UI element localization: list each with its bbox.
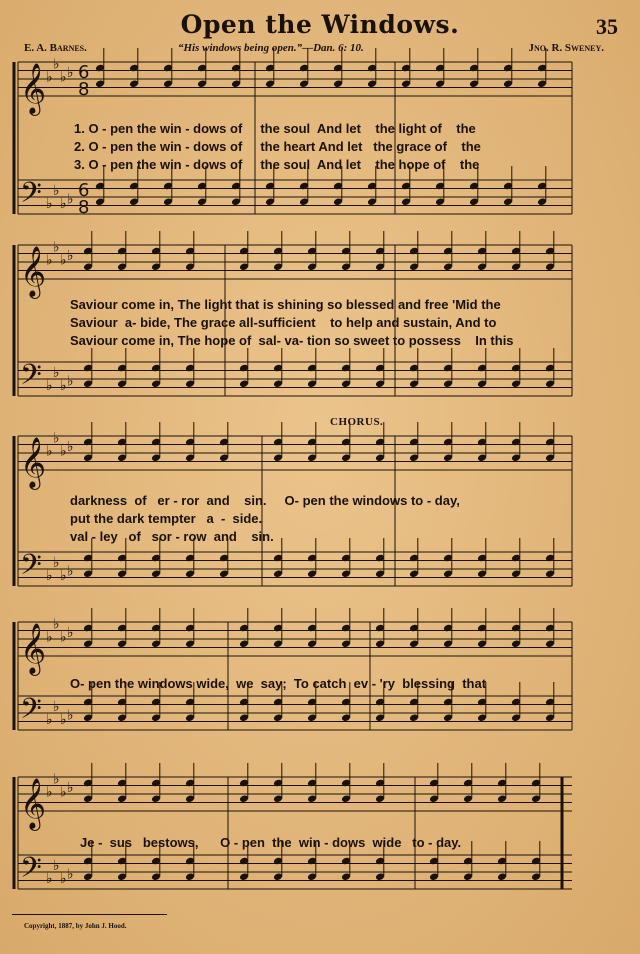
- flat-icon: ♭: [53, 365, 60, 381]
- flat-icon: ♭: [53, 699, 60, 715]
- flat-icon: ♭: [46, 711, 53, 728]
- flat-icon: ♭: [60, 377, 67, 394]
- lyric-line: darkness of er - ror and sin. O- pen the windows to - day,: [70, 493, 460, 508]
- lyric-line: val - ley of sor - row and sin.: [70, 529, 274, 544]
- composer-credit: Jno. R. Sweney.: [528, 42, 604, 54]
- flat-icon: ♭: [46, 69, 53, 86]
- bass-clef-icon: 𝄢: [20, 358, 42, 399]
- lyric-line: 2. O - pen the win - dows of the heart And let the grace of the: [74, 139, 481, 154]
- lyric-line: Saviour come in, The hope of sal- va- tion so sweet to possess In this: [70, 333, 514, 348]
- flat-icon: ♭: [53, 183, 60, 199]
- flat-icon: ♭: [53, 56, 60, 73]
- author-credit: E. A. Barnes.: [24, 42, 87, 54]
- footer-rule: [12, 914, 167, 915]
- flat-icon: ♭: [46, 567, 53, 584]
- lyric-line: Saviour come in, The light that is shining so blessed and free 'Mid the: [70, 297, 501, 312]
- flat-icon: ♭: [46, 443, 53, 460]
- flat-icon: ♭: [46, 784, 53, 801]
- hymn-title: Open the Windows.: [180, 10, 460, 39]
- flat-icon: ♭: [60, 784, 67, 801]
- flat-icon: ♭: [46, 195, 53, 212]
- flat-icon: ♭: [67, 373, 74, 390]
- treble-clef-icon: 𝄞: [20, 623, 47, 674]
- time-signature: 8: [78, 197, 90, 218]
- flat-icon: ♭: [46, 629, 53, 646]
- flat-icon: ♭: [46, 377, 53, 394]
- flat-icon: ♭: [67, 65, 74, 81]
- flat-icon: ♭: [67, 707, 74, 724]
- flat-icon: ♭: [60, 629, 67, 646]
- lyric-line: Saviour a- bide, The grace all-sufficient to help and sustain, And to: [70, 315, 497, 330]
- flat-icon: ♭: [53, 430, 60, 447]
- page-number: 35: [596, 14, 618, 39]
- flat-icon: ♭: [67, 191, 74, 208]
- flat-icon: ♭: [60, 870, 67, 887]
- flat-icon: ♭: [53, 616, 60, 633]
- flat-icon: ♭: [60, 443, 67, 460]
- scripture-reference: “His windows being open.”—Dan. 6: 10.: [178, 42, 364, 54]
- time-signature: 8: [78, 79, 90, 100]
- flat-icon: ♭: [53, 555, 60, 571]
- lyric-line: 1. O - pen the win - dows of the soul And let the light of the: [74, 121, 476, 136]
- flat-icon: ♭: [60, 711, 67, 728]
- time-signature: 6: [78, 180, 90, 201]
- copyright-notice: Copyright, 1887, by John J. Hood.: [24, 922, 127, 930]
- bass-clef-icon: 𝄢: [20, 176, 42, 217]
- flat-icon: ♭: [67, 248, 74, 264]
- flat-icon: ♭: [67, 439, 74, 455]
- lyric-line: put the dark tempter a - side.: [70, 511, 263, 526]
- treble-clef-icon: 𝄞: [20, 246, 47, 297]
- time-signature: 6: [78, 62, 90, 83]
- flat-icon: ♭: [53, 858, 60, 874]
- treble-clef-icon: 𝄞: [20, 63, 47, 114]
- flat-icon: ♭: [67, 625, 74, 641]
- flat-icon: ♭: [67, 563, 74, 580]
- bass-clef-icon: 𝄢: [20, 692, 42, 733]
- bass-clef-icon: 𝄢: [20, 548, 42, 589]
- lyric-line: Je - sus bestows, O - pen the win - dows wide to - day.: [80, 835, 462, 850]
- chorus-label: CHORUS.: [330, 416, 384, 428]
- lyric-line: 3. O - pen the win - dows of the soul And let the hope of the: [74, 157, 480, 172]
- flat-icon: ♭: [67, 866, 74, 883]
- flat-icon: ♭: [60, 69, 67, 86]
- bass-clef-icon: 𝄢: [20, 851, 42, 892]
- treble-clef-icon: 𝄞: [20, 778, 47, 829]
- flat-icon: ♭: [53, 771, 60, 788]
- flat-icon: ♭: [60, 195, 67, 212]
- flat-icon: ♭: [60, 567, 67, 584]
- treble-clef-icon: 𝄞: [20, 437, 47, 488]
- flat-icon: ♭: [53, 239, 60, 256]
- flat-icon: ♭: [46, 870, 53, 887]
- lyric-line: O- pen the windows wide, we say; To catch ev - 'ry blessing that: [70, 676, 487, 691]
- flat-icon: ♭: [67, 780, 74, 796]
- flat-icon: ♭: [60, 252, 67, 269]
- flat-icon: ♭: [46, 252, 53, 269]
